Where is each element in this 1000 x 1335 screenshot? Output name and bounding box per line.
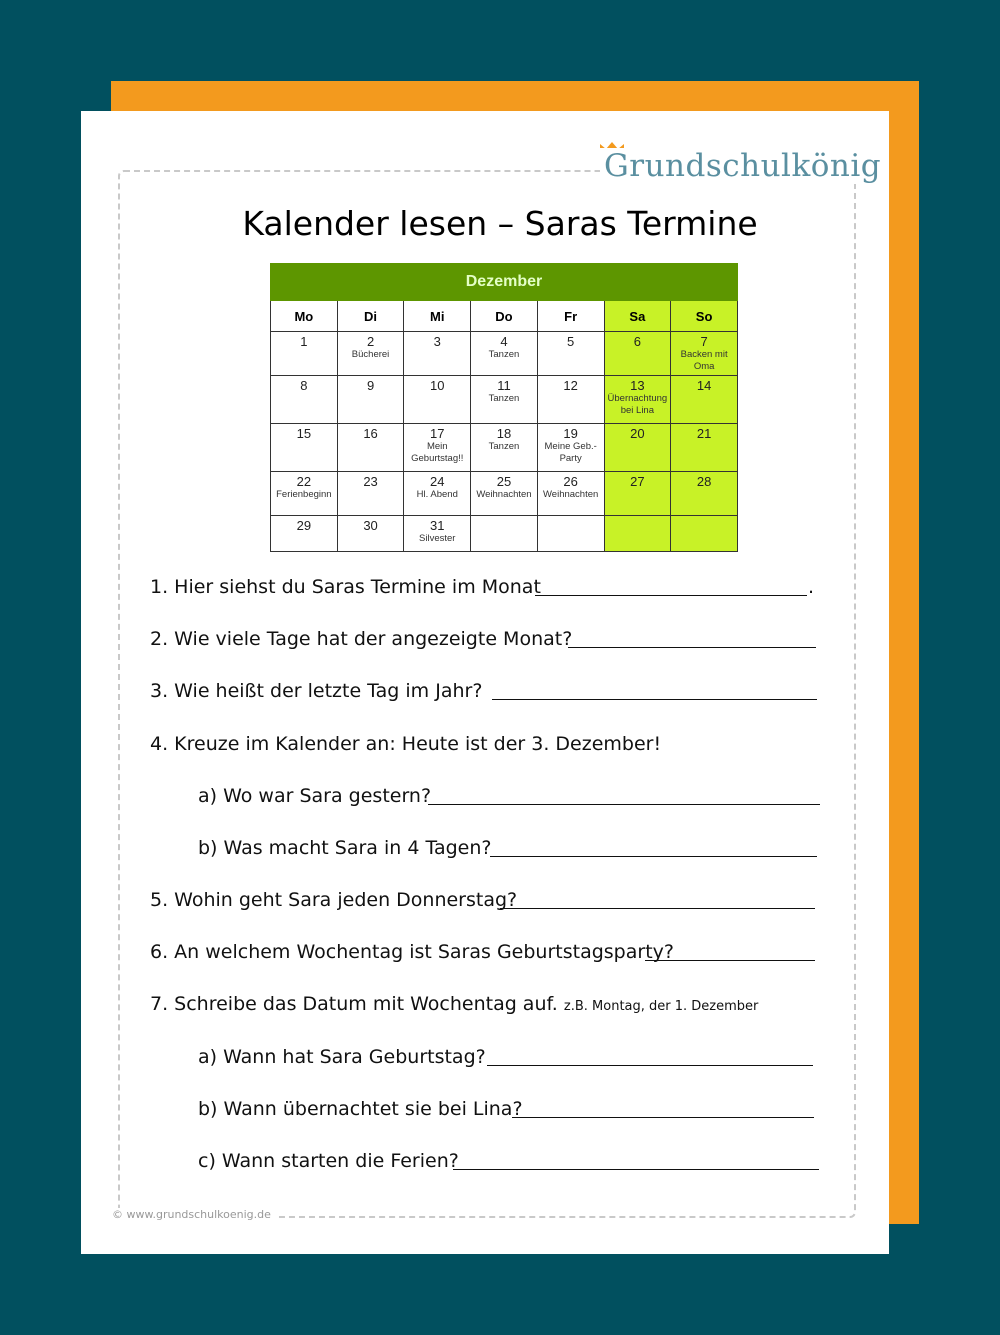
day-number: 18 bbox=[496, 426, 512, 441]
weekday-header: Mo bbox=[271, 301, 338, 332]
day-number: 9 bbox=[366, 378, 375, 393]
calendar-week bbox=[271, 516, 738, 552]
day-number: 8 bbox=[300, 378, 308, 393]
day-appointment: Backen mit Oma bbox=[680, 349, 728, 372]
calendar-day-cell[interactable] bbox=[604, 376, 671, 424]
day-number: 30 bbox=[363, 518, 378, 533]
day-number: 15 bbox=[296, 426, 312, 441]
day-appointment: Tanzen bbox=[488, 441, 520, 452]
calendar-day-cell[interactable] bbox=[671, 424, 738, 472]
answer-line-7a[interactable] bbox=[487, 1065, 813, 1066]
calendar-day-cell[interactable] bbox=[271, 516, 338, 552]
day-number: 25 bbox=[496, 474, 512, 489]
day-number: 28 bbox=[696, 474, 712, 489]
calendar-week bbox=[271, 376, 738, 424]
day-number: 6 bbox=[633, 334, 641, 349]
day-appointment: Weihnachten bbox=[476, 489, 532, 500]
question-4: 4. Kreuze im Kalender an: Heute ist der 3. Dezember! bbox=[150, 733, 662, 755]
calendar-day-cell[interactable] bbox=[471, 472, 538, 516]
calendar-day-cell[interactable] bbox=[404, 516, 471, 552]
day-number: 3 bbox=[433, 334, 441, 349]
answer-line-4b[interactable] bbox=[490, 856, 817, 857]
calendar-day-cell[interactable] bbox=[671, 516, 738, 552]
day-number: 11 bbox=[497, 378, 511, 393]
day-number: 29 bbox=[296, 518, 312, 533]
weekday-header: Mi bbox=[404, 301, 471, 332]
day-number: 26 bbox=[563, 474, 578, 489]
calendar-week bbox=[271, 472, 738, 516]
question-2: 2. Wie viele Tage hat der angezeigte Monat? bbox=[150, 628, 573, 650]
day-number: 21 bbox=[696, 426, 712, 441]
day-number: 20 bbox=[630, 426, 645, 441]
question-5: 5. Wohin geht Sara jeden Donnerstag? bbox=[150, 889, 518, 911]
day-appointment: Bücherei bbox=[351, 349, 390, 360]
day-number: 5 bbox=[567, 334, 575, 349]
question-7b: b) Wann übernachtet sie bei Lina? bbox=[198, 1098, 523, 1120]
answer-line-4a[interactable] bbox=[428, 804, 820, 805]
question-4a: a) Wo war Sara gestern? bbox=[198, 785, 432, 807]
day-appointment: Weihnachten bbox=[543, 489, 599, 500]
calendar-day-cell[interactable] bbox=[271, 376, 338, 424]
calendar-day-cell[interactable] bbox=[471, 332, 538, 376]
calendar-day-cell[interactable] bbox=[604, 424, 671, 472]
question-3: 3. Wie heißt der letzte Tag im Jahr? bbox=[150, 680, 483, 702]
calendar-day-cell[interactable] bbox=[537, 516, 604, 552]
day-appointment: Ferienbeginn bbox=[276, 489, 332, 500]
day-number: 2 bbox=[366, 334, 375, 349]
day-number: 17 bbox=[430, 426, 445, 441]
calendar-day-cell[interactable] bbox=[337, 516, 404, 552]
calendar-day-cell[interactable] bbox=[337, 472, 404, 516]
question-7c: c) Wann starten die Ferien? bbox=[198, 1150, 459, 1172]
calendar-week bbox=[271, 424, 738, 472]
answer-line-1[interactable] bbox=[535, 595, 807, 596]
question-1: 1. Hier siehst du Saras Termine im Monat bbox=[150, 576, 541, 598]
weekday-header: So bbox=[671, 301, 738, 332]
calendar-month: Dezember bbox=[271, 264, 738, 301]
calendar-day-cell[interactable] bbox=[537, 472, 604, 516]
calendar-day-cell[interactable] bbox=[404, 332, 471, 376]
calendar-day-cell[interactable] bbox=[671, 472, 738, 516]
answer-line-6[interactable] bbox=[645, 960, 815, 961]
calendar-table bbox=[270, 263, 738, 552]
calendar-day-cell[interactable] bbox=[604, 472, 671, 516]
calendar-day-cell[interactable] bbox=[337, 332, 404, 376]
answer-line-5[interactable] bbox=[500, 908, 815, 909]
calendar-day-cell[interactable] bbox=[671, 376, 738, 424]
answer-line-2[interactable] bbox=[568, 647, 816, 648]
question-7 bbox=[150, 993, 758, 1015]
question-7a: a) Wann hat Sara Geburtstag? bbox=[198, 1046, 486, 1068]
calendar-day-cell[interactable] bbox=[337, 376, 404, 424]
copyright-footer: © www.grundschulkoenig.de bbox=[112, 1208, 277, 1221]
day-number: 23 bbox=[363, 474, 378, 489]
calendar-day-cell[interactable] bbox=[537, 376, 604, 424]
weekday-header: Do bbox=[471, 301, 538, 332]
calendar-day-cell[interactable] bbox=[671, 332, 738, 376]
day-appointment: Hl. Abend bbox=[416, 489, 458, 500]
weekday-header: Sa bbox=[604, 301, 671, 332]
calendar-day-cell[interactable] bbox=[604, 332, 671, 376]
calendar-day-cell[interactable] bbox=[404, 472, 471, 516]
day-appointment: Übernachtung bei Lina bbox=[607, 393, 668, 416]
day-number: 22 bbox=[296, 474, 312, 489]
day-number: 31 bbox=[430, 518, 445, 533]
answer-line-3[interactable] bbox=[492, 699, 817, 700]
question-1-period: . bbox=[808, 576, 815, 598]
calendar-day-cell[interactable] bbox=[537, 332, 604, 376]
answer-line-7c[interactable] bbox=[453, 1169, 819, 1170]
page-title: Kalender lesen – Saras Termine bbox=[242, 204, 758, 243]
question-7-hint: z.B. Montag, der 1. Dezember bbox=[563, 999, 759, 1014]
day-number: 19 bbox=[563, 426, 578, 441]
calendar-day-cell[interactable] bbox=[471, 424, 538, 472]
day-number: 10 bbox=[430, 378, 445, 393]
day-number: 16 bbox=[363, 426, 378, 441]
brand-logo: Grundschulkönig bbox=[600, 148, 885, 184]
answer-line-7b[interactable] bbox=[512, 1117, 814, 1118]
calendar-day-cell[interactable] bbox=[404, 376, 471, 424]
calendar-day-cell[interactable] bbox=[404, 424, 471, 472]
question-6: 6. An welchem Wochentag ist Saras Geburtstagsparty? bbox=[150, 941, 674, 963]
day-number: 12 bbox=[563, 378, 578, 393]
calendar-day-cell[interactable] bbox=[537, 424, 604, 472]
calendar-week bbox=[271, 332, 738, 376]
question-4b: b) Was macht Sara in 4 Tagen? bbox=[198, 837, 492, 859]
day-number: 4 bbox=[500, 334, 508, 349]
calendar-day-cell[interactable] bbox=[271, 332, 338, 376]
day-number: 14 bbox=[696, 378, 712, 393]
day-number: 24 bbox=[430, 474, 445, 489]
calendar-day-cell[interactable] bbox=[471, 376, 538, 424]
day-appointment: Meine Geb.-Party bbox=[544, 441, 597, 464]
calendar-day-cell[interactable] bbox=[604, 516, 671, 552]
day-number: 13 bbox=[630, 378, 645, 393]
day-appointment: Silvester bbox=[419, 533, 456, 544]
weekday-header: Di bbox=[337, 301, 404, 332]
calendar-day-cell[interactable] bbox=[271, 424, 338, 472]
day-appointment: Tanzen bbox=[488, 393, 520, 404]
calendar-day-cell[interactable] bbox=[471, 516, 538, 552]
day-number: 27 bbox=[630, 474, 645, 489]
day-number: 7 bbox=[700, 334, 708, 349]
day-number: 1 bbox=[300, 334, 308, 349]
day-appointment: Mein Geburtstag!! bbox=[411, 441, 464, 464]
question-7-text: 7. Schreibe das Datum mit Wochentag auf. bbox=[150, 993, 558, 1015]
calendar-day-cell[interactable] bbox=[271, 472, 338, 516]
weekday-header: Fr bbox=[537, 301, 604, 332]
day-appointment: Tanzen bbox=[488, 349, 520, 360]
calendar-day-cell[interactable] bbox=[337, 424, 404, 472]
